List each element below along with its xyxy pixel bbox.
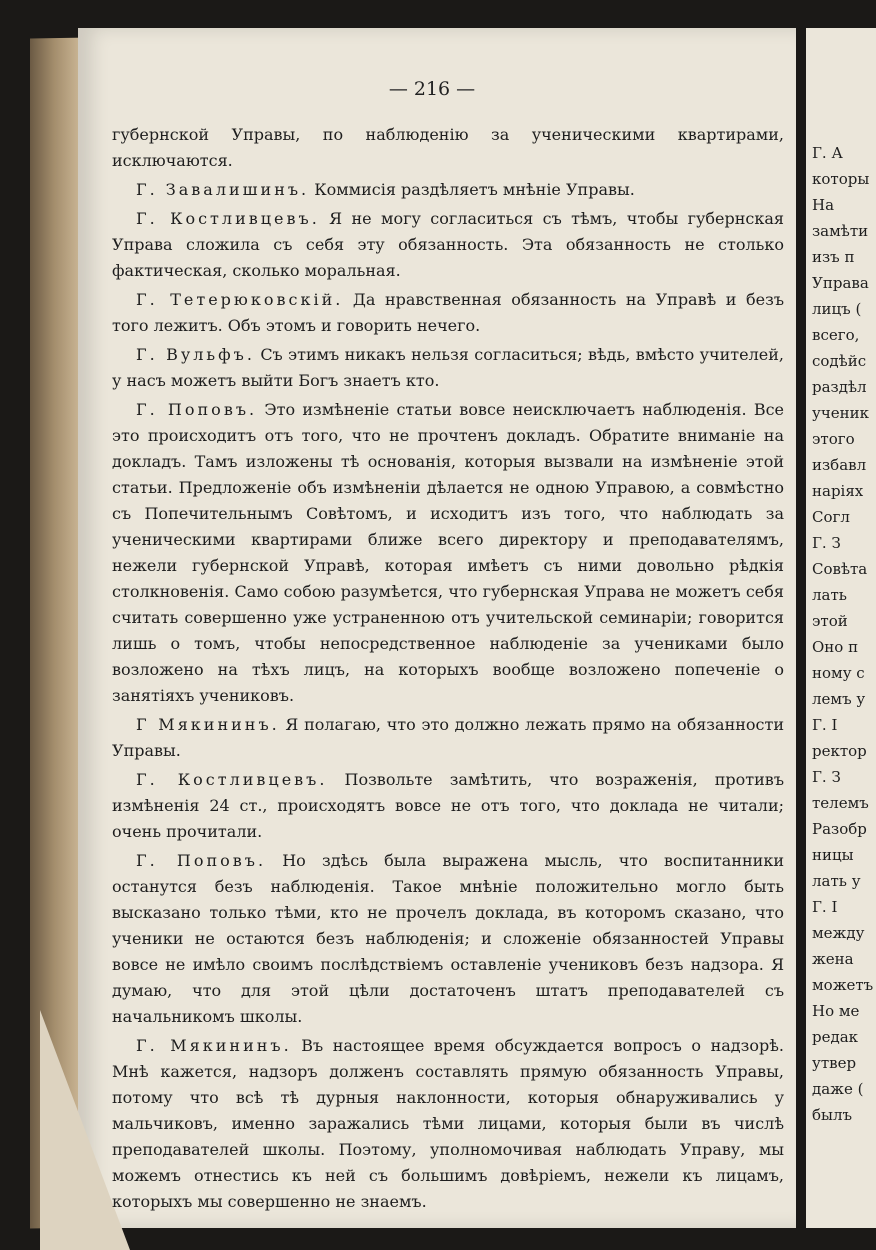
paragraph-text: Это измѣненiе статьи вовсе неисключаетъ наблюденiя. Все это происходитъ отъ того, что не прочтенъ докладъ. Обратите вниманiе на докладъ. Тамъ изложены тѣ основанiя, которыя вызвали на измѣненiе этой статьи. Предложенiе объ измѣненiи дѣлается не одною Управою, а совмѣстно съ Попечительнымъ Совѣтомъ, и исходитъ изъ того, что наблюдать за ученическими квартирами ближе всего директору и преподавателямъ, нежели губернской Управѣ, которая имѣетъ съ ними довольно рѣдкiя столкновенiя. Само собою разумѣется, что губернская Управа не можетъ себя считать совершенно уже устраненною отъ учительской семинарiи; говорится лишь о томъ, чтобы непосредственное наблюденiе за учениками было возложено на тѣхъ лицъ, на которыхъ вообще возложено попеченiе о занятiяхъ учениковъ. bbox=[112, 400, 785, 705]
paragraph bbox=[112, 122, 784, 174]
speaker-name: Г. Поповъ. bbox=[136, 400, 258, 419]
page-text bbox=[112, 122, 784, 1218]
right-page-line: этого bbox=[812, 430, 855, 448]
right-page-line: нарiях bbox=[812, 482, 864, 500]
paragraph-text: губернской Управы, по наблюденiю за ученическими квартирами, исключаются. bbox=[112, 125, 784, 170]
right-page-line: Г. I bbox=[812, 716, 838, 734]
speaker-name: Г. Костливцевъ. bbox=[136, 209, 320, 228]
paragraph-text: Въ настоящее время обсуждается вопросъ о надзорѣ. Мнѣ кажется, надзоръ долженъ составлять прямую обязанность Управы, потому что всѣ тѣ дурныя наклонности, которыя обнаруживались у мальчиковъ, именно заражались тѣми лицами, которыя были въ числѣ преподавателей школы. Поэтому, уполномочивая наблюдать Управу, мы можемъ отнестись къ ней съ большимъ довѣрiемъ, нежели къ лицамъ, которыхъ мы совершенно не знаемъ. bbox=[112, 1036, 784, 1211]
paragraph bbox=[112, 712, 784, 764]
right-page-line: ницы bbox=[812, 846, 854, 864]
right-page-line: ному с bbox=[812, 664, 865, 682]
paragraph-text: Я полагаю, что это должно лежать прямо на обязанности Управы. bbox=[112, 715, 785, 760]
right-page-line: можетъ bbox=[812, 976, 874, 994]
paragraph-text: Позвольте замѣтить, что возраженiя, противъ измѣненiя 24 ст., происходятъ вовсе не отъ того, что доклада не читали; очень прочитали. bbox=[112, 770, 784, 841]
paragraph bbox=[112, 342, 784, 394]
right-page-line: Разобр bbox=[812, 820, 867, 838]
right-page-line: ректор bbox=[812, 742, 867, 760]
paragraph bbox=[112, 177, 784, 203]
right-page-line: утвер bbox=[812, 1054, 857, 1072]
right-page-line: жена bbox=[812, 950, 854, 968]
right-page-line: Оно п bbox=[812, 638, 859, 656]
right-page-line: Г. I bbox=[812, 898, 838, 916]
right-page-line: былъ bbox=[812, 1106, 853, 1124]
right-page-line: Г. З bbox=[812, 534, 841, 552]
right-page-line: Но ме bbox=[812, 1002, 860, 1020]
paragraph bbox=[112, 397, 784, 709]
right-page-line: На bbox=[812, 196, 835, 214]
right-page-text bbox=[812, 140, 872, 1128]
right-page-line: телемъ bbox=[812, 794, 869, 812]
paragraph-text: Коммисiя раздѣляетъ мнѣнiе Управы. bbox=[309, 180, 635, 199]
right-page-line: Г. З bbox=[812, 768, 841, 786]
right-page-line: редак bbox=[812, 1028, 859, 1046]
right-page-line: этой bbox=[812, 612, 848, 630]
paragraph-text: Да нравственная обязанность на Управѣ и безъ того лежитъ. Объ этомъ и говорить нечего. bbox=[112, 290, 784, 335]
right-page-line: лать bbox=[812, 586, 847, 604]
paragraph bbox=[112, 848, 784, 1030]
right-page-line: Управа bbox=[812, 274, 869, 292]
right-page-line: всего, bbox=[812, 326, 860, 344]
right-page-line: Г. А bbox=[812, 144, 843, 162]
right-page-line: которы bbox=[812, 170, 870, 188]
right-page-line: избавл bbox=[812, 456, 867, 474]
right-page-line: замѣти bbox=[812, 222, 869, 240]
right-page-line: содѣйс bbox=[812, 352, 867, 370]
right-page-line: лемъ у bbox=[812, 690, 866, 708]
speaker-name: Г Мякининъ. bbox=[136, 715, 280, 734]
right-page-line: раздѣл bbox=[812, 378, 867, 396]
right-page-line: между bbox=[812, 924, 865, 942]
paragraph bbox=[112, 1033, 784, 1215]
speaker-name: Г. Мякининъ. bbox=[136, 1036, 292, 1055]
paragraph-text: Съ этимъ никакъ нельзя согласиться; вѣдь, вмѣсто учителей, у насъ можетъ выйти Богъ знаетъ кто. bbox=[112, 345, 785, 390]
paragraph-text: Я не могу согласиться съ тѣмъ, чтобы губернская Управа сложила съ себя эту обязанность. Эта обязанность не столько фактическая, сколько моральная. bbox=[112, 209, 784, 280]
right-page-line: изъ п bbox=[812, 248, 855, 266]
speaker-name: Г. Поповъ. bbox=[136, 851, 267, 870]
paragraph-text: Но здѣсь была выражена мысль, что воспитанники останутся безъ наблюденiя. Такое мнѣнiе положительно могло быть высказано только тѣми, кто не прочелъ доклада, въ которомъ сказано, что ученики не остаются безъ наблюденiя; и сложенiе обязанностей Управы вовсе не имѣло своимъ послѣдствiемъ оставленiе учениковъ безъ надзора. Я думаю, что для этой цѣли достаточенъ штатъ преподавателей съ начальникомъ школы. bbox=[112, 851, 784, 1026]
speaker-name: Г. Тетерюковскiй. bbox=[136, 290, 344, 309]
right-page-line: ученик bbox=[812, 404, 869, 422]
paragraph bbox=[112, 287, 784, 339]
right-page-line: Совѣта bbox=[812, 560, 868, 578]
right-page-line: лицъ ( bbox=[812, 300, 862, 318]
page-number: — 216 — bbox=[388, 78, 476, 100]
speaker-name: Г. Вульфъ. bbox=[136, 345, 255, 364]
speaker-name: Г. Завалишинъ. bbox=[136, 180, 310, 199]
paragraph bbox=[112, 206, 784, 284]
right-page-line: лать у bbox=[812, 872, 861, 890]
right-page-line: даже ( bbox=[812, 1080, 864, 1098]
paragraph bbox=[112, 767, 784, 845]
speaker-name: Г. Костливцевъ. bbox=[136, 770, 328, 789]
right-page-line: Согл bbox=[812, 508, 850, 526]
